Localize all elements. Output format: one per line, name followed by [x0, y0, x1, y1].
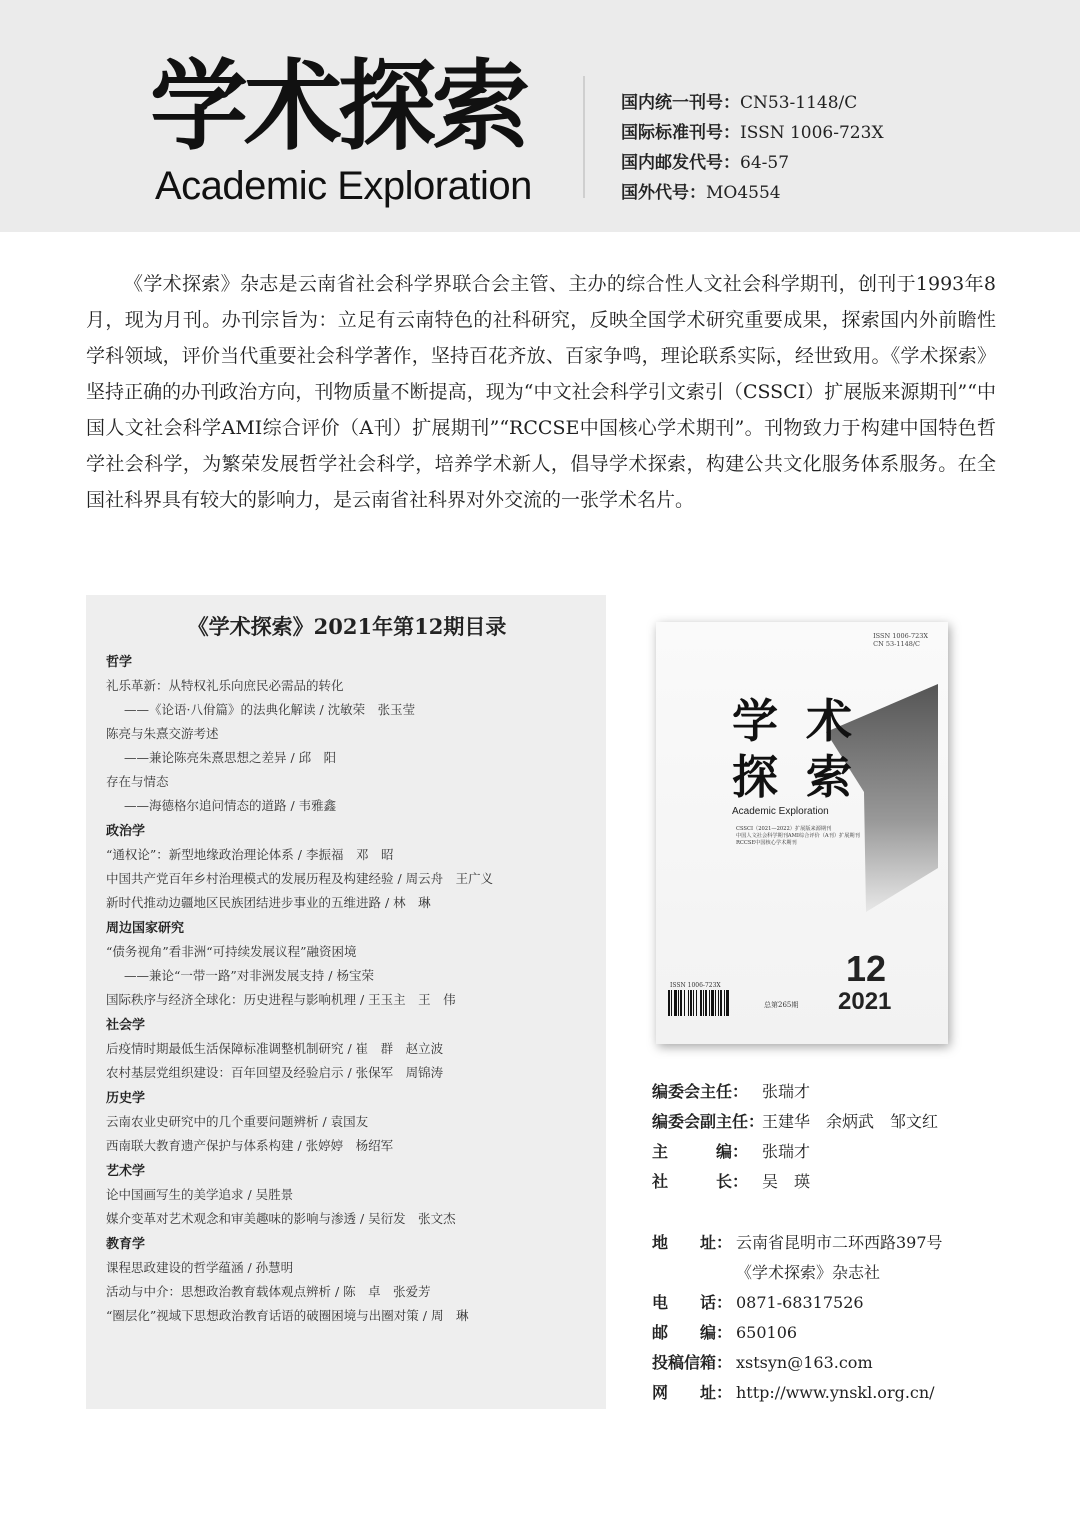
cover-issue-number: 12: [846, 948, 887, 989]
toc-section: [106, 918, 588, 1012]
pub-info-row: 国内邮发代号：64-57: [621, 153, 790, 173]
website-link[interactable]: http://www.ynskl.org.cn/: [736, 1383, 935, 1402]
journal-introduction: 《学术探索》杂志是云南省社会科学界联合会主管、主办的综合性人文社会科学期刊，创刊于1993年8月，现为月刊。办刊宗旨为：立足有云南特色的社科研究，反映全国学术研究重要成果，探索国内外前瞻性学科领域，评价当代重要社会科学著作，坚持百花齐放、百家争鸣，理论联系实际，经世致用。《学术探索》坚持正确的办刊政治方向，刊物质量不断提高，现为“中文社会科学引文索引（CSSCI）扩展版来源期刊”“中国人文社会科学AMI综合评价（A刊）扩展期刊”“RCCSE中国核心学术期刊”。刊物致力于构建中国特色哲学社会科学，为繁荣发展哲学社会科学，培养学术新人，倡导学术探索，构建公共文化服务体系服务。在全国社科界具有较大的影响力，是云南省社科界对外交流的一张学术名片。: [86, 273, 996, 511]
toc-article: 西南联大教育遗产保护与体系构建 / 张婷婷 杨绍军: [106, 1138, 394, 1153]
address-row: 地 址： 云南省昆明市二环西路397号: [652, 1233, 943, 1252]
toc-article-subtitle: ——兼论陈亮朱熹思想之差异 / 邱 阳: [124, 750, 337, 765]
toc-category: 哲学: [106, 655, 133, 670]
journal-logo-english: Academic Exploration: [155, 164, 532, 208]
toc-section: [106, 1015, 588, 1085]
editor-row: 编委会主任： 张瑞才: [652, 1082, 811, 1101]
toc-article: 中国共产党百年乡村治理模式的发展历程及构建经验 / 周云舟 王广义: [106, 871, 494, 886]
postcode-row: 邮 编： 650106: [652, 1323, 798, 1342]
toc-article: 课程思政建设的哲学蕴涵 / 孙慧明: [106, 1260, 294, 1275]
cover-title-line1: 学 术: [732, 694, 859, 748]
cover-total-issue: 总第265期: [764, 1001, 799, 1009]
cover-subtitle-english: Academic Exploration: [732, 806, 829, 817]
masthead: [0, 0, 1080, 232]
toc-article: 媒介变革对艺术观念和审美趣味的影响与渗透 / 吴衍发 张文杰: [106, 1211, 456, 1226]
pub-info-row: 国内统一刊号：CN53-1148/C: [621, 93, 858, 113]
toc-category: 教育学: [106, 1237, 146, 1252]
toc-section: [106, 1161, 588, 1231]
editorial-board: [652, 1077, 938, 1197]
pub-info-row: 国际标准刊号：ISSN 1006-723X: [621, 123, 884, 143]
toc-category: 政治学: [106, 824, 146, 839]
toc-section: [106, 821, 588, 915]
toc-category: 艺术学: [106, 1164, 146, 1179]
toc-section: [106, 1088, 588, 1158]
toc-article: “圈层化”视域下思想政治教育话语的破圈困境与出圈对策 / 周 琳: [106, 1308, 469, 1323]
toc-title: 《学术探索》2021年第12期目录: [187, 614, 507, 639]
publication-info: [621, 88, 884, 208]
editor-row: 主 编： 张瑞才: [652, 1142, 811, 1161]
cover-issn: ISSN 1006-723X CN 53-1148/C: [873, 632, 928, 648]
header-divider: [583, 76, 585, 198]
barcode-icon: [666, 990, 752, 1022]
website-row: 网 址： http://www.ynskl.org.cn/: [652, 1383, 935, 1402]
contact-info: [652, 1228, 943, 1408]
email-link[interactable]: xstsyn@163.com: [736, 1353, 873, 1372]
toc-article-subtitle: ——《论语·八佾篇》的法典化解读 / 沈敏荣 张玉莹: [124, 702, 416, 717]
toc-article: 新时代推动边疆地区民族团结进步事业的五维进路 / 林 琳: [106, 895, 431, 910]
toc-article: “通权论”：新型地缘政治理论体系 / 李振福 邓 昭: [106, 847, 394, 862]
toc-article: 存在与情态: [106, 774, 169, 789]
toc-article-subtitle: ——海德格尔追问情态的道路 / 韦雅鑫: [124, 798, 337, 813]
toc-article: 陈亮与朱熹交游考述: [106, 726, 219, 741]
journal-logo-chinese: 学术探索: [150, 50, 527, 164]
toc-category: 历史学: [106, 1091, 146, 1106]
postcode-value: 650106: [736, 1323, 798, 1342]
address-value: 云南省昆明市二环西路397号: [736, 1233, 943, 1252]
toc-article: 活动与中介：思想政治教育载体观点辨析 / 陈 卓 张爱芳: [106, 1284, 431, 1299]
toc-section: [106, 1234, 588, 1328]
toc-body: [106, 652, 588, 1328]
toc-category: 社会学: [106, 1018, 146, 1033]
email-row: 投稿信箱： xstsyn@163.com: [652, 1353, 873, 1372]
address-row-2: 《学术探索》杂志社: [736, 1263, 881, 1282]
toc-article-subtitle: ——兼论“一带一路”对非洲发展支持 / 杨宝荣: [124, 968, 374, 983]
cover-badges: CSSCI（2021—2022）扩展版来源期刊 中国人文社会科学期刊AMI综合评价（A刊）扩展期刊 RCCSE中国核心学术期刊: [736, 826, 860, 846]
toc-article: 农村基层党组织建设：百年回望及经验启示 / 张保军 周锦涛: [106, 1065, 444, 1080]
toc-article: 礼乐革新：从特权礼乐向庶民必需品的转化: [106, 678, 344, 693]
journal-cover: [656, 622, 948, 1044]
toc-article: 云南农业史研究中的几个重要问题辨析 / 袁国友: [106, 1114, 369, 1129]
toc-article: 国际秩序与经济全球化：历史进程与影响机理 / 王玉主 王 伟: [106, 992, 456, 1007]
pub-info-row: 国外代号：MO4554: [621, 183, 781, 203]
toc-article: 论中国画写生的美学追求 / 吴胜景: [106, 1187, 294, 1202]
toc-category: 周边国家研究: [106, 921, 185, 936]
phone-row: 电 话： 0871-68317526: [652, 1293, 864, 1312]
toc-article: “债务视角”看非洲“可持续发展议程”融资困境: [106, 944, 357, 959]
toc-article: 后疫情时期最低生活保障标准调整机制研究 / 崔 群 赵立波: [106, 1041, 444, 1056]
editor-row: 编委会副主任：王建华 余炳武 邹文红: [652, 1112, 939, 1131]
cover-title-line2: 探 索: [732, 750, 859, 804]
editor-row: 社 长： 吴 瑛: [652, 1172, 811, 1191]
barcode-issn: ISSN 1006-723X: [670, 982, 721, 989]
toc-section: [106, 652, 588, 818]
phone-value: 0871-68317526: [736, 1293, 864, 1312]
table-of-contents: [86, 595, 606, 1409]
cover-year: 2021: [838, 988, 892, 1015]
